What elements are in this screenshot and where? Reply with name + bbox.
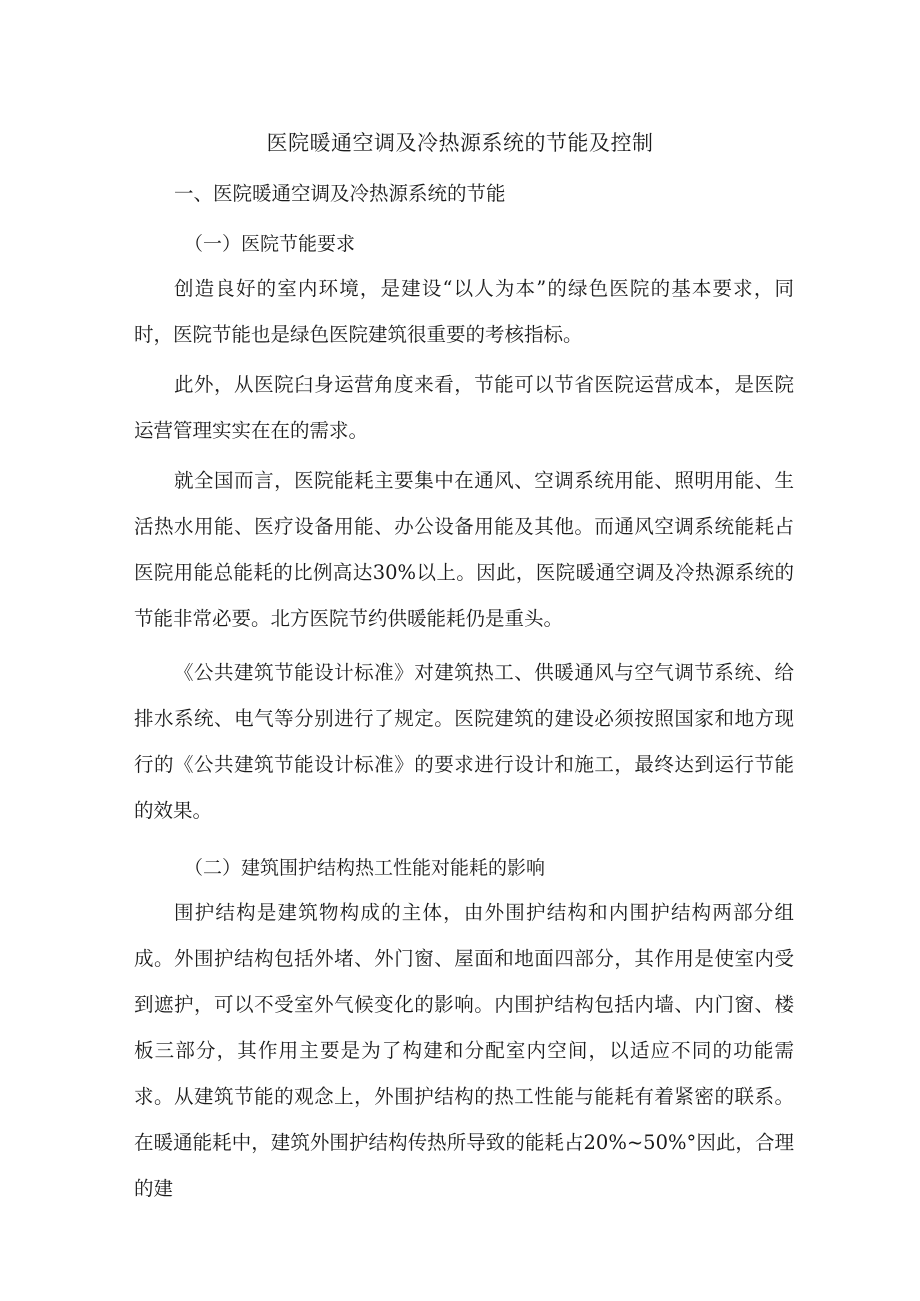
subsection-heading-1: （一）医院节能要求 bbox=[184, 233, 356, 255]
paragraph: 创造良好的室内环境，是建设“以人为本”的绿色医院的基本要求，同时，医院节能也是绿色医院建筑很重要的考核指标。 bbox=[134, 277, 794, 346]
section-heading-1: 一、医院暖通空调及冷热源系统的节能 bbox=[174, 182, 506, 205]
paragraph: 此外，从医院臼身运营角度来看，节能可以节省医院运营成本，是医院运营管理实实在在的需求。 bbox=[134, 373, 794, 442]
document-title: 医院暖通空调及冷热源系统的节能及控制 bbox=[266, 131, 654, 155]
subsection-heading-2: （二）建筑围护结构热工性能对能耗的影响 bbox=[184, 857, 546, 879]
paragraph: 围护结构是建筑物构成的主体，由外围护结构和内围护结构两部分组成。外围护结构包括外堵、外门窗、屋面和地面四部分，其作用是使室内受到遮护，可以不受室外气候变化的影响。内围护结构包括内墙、内门窗、楼板三部分，其作用主要是为了构建和分配室内空间，以适应不同的功能需求。从建筑节能的观念上，外围护结构的热工性能与能耗有着紧密的联系。在暖通能耗中，建筑外围护结构传热所导致的能耗占20%~50%°因此，合理的建 bbox=[134, 901, 794, 1200]
paragraph: 《公共建筑节能设计标准》对建筑热工、供暖通风与空气调节系统、给排水系统、电气等分别进行了规定。医院建筑的建设必须按照国家和地方现行的《公共建筑节能设计标准》的要求进行设计和施工，最终达到运行节能的效果。 bbox=[134, 661, 794, 822]
paragraph: 就全国而言，医院能耗主要集中在通风、空调系统用能、照明用能、生活热水用能、医疗设备用能、办公设备用能及其他。而通风空调系统能耗占医院用能总能耗的比例高达30%以上。因此，医院暖通空调及冷热源系统的节能非常必要。北方医院节约供暖能耗仍是重头。 bbox=[134, 469, 794, 630]
